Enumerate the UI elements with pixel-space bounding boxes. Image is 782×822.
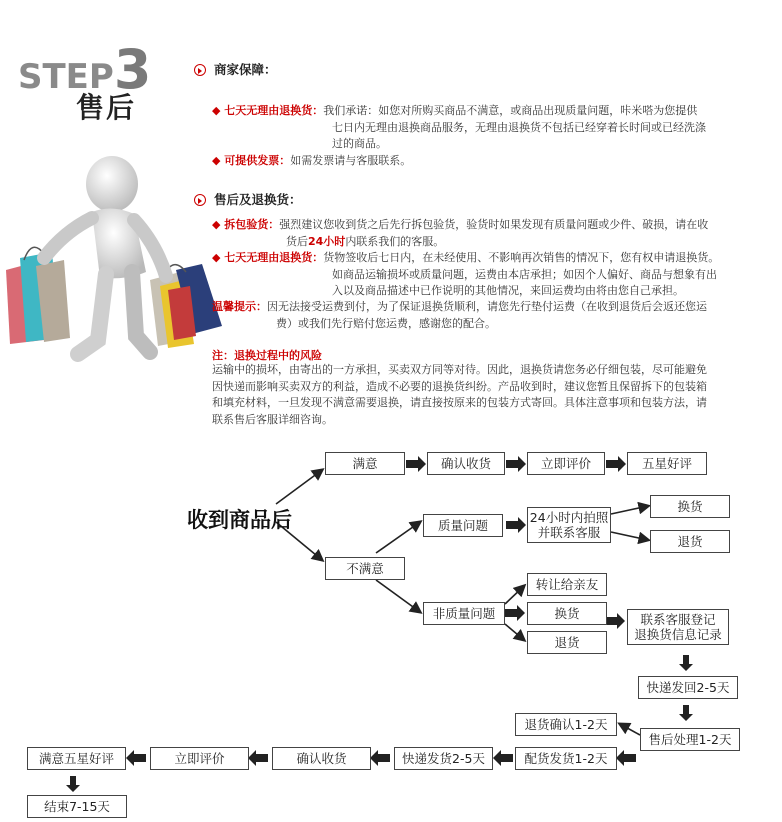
flow-end: 结束7-15天 <box>27 795 127 818</box>
flow-satisfied: 满意 <box>325 452 405 475</box>
returns-item-seven-day-line3: 入以及商品描述中已作说明的其他情况，来回运费均由将由您自己承担。 <box>332 284 684 297</box>
flow-unsatisfied: 不满意 <box>325 557 405 580</box>
flow-five-star-1: 五星好评 <box>627 452 707 475</box>
flow-exchange-2: 换货 <box>527 602 607 625</box>
flow-photo-contact: 24小时内拍照 并联系客服 <box>527 507 611 543</box>
flow-transfer-to-friend: 转让给亲友 <box>527 573 607 596</box>
guarantee-item-returns: ◆ 七天无理由退换货：我们承诺：如您对所购买商品不满意，或商品出现质量问题，咔米嗒为您提供 <box>212 104 698 117</box>
step-label: STEP3 <box>18 38 152 101</box>
flow-ship-back: 快递发回2-5天 <box>638 676 738 699</box>
returns-item-seven-day-line2: 如商品运输损坏或质量问题，运费由本店承担；如因个人偏好、商品与想象有出 <box>332 267 717 281</box>
guarantee-item-invoice: ◆ 可提供发票：如需发票请与客服联系。 <box>212 154 412 167</box>
flow-non-quality-issue: 非质量问题 <box>423 602 505 625</box>
section-title: 售后 <box>76 91 137 124</box>
guarantee-item-returns-line3: 过的商品。 <box>332 137 387 150</box>
flow-confirm-receipt-1: 确认收货 <box>427 452 505 475</box>
flow-after-sale-processing: 售后处理1-2天 <box>640 728 740 751</box>
returns-item-tip-line2: 费）或我们先行赔付您运费，感谢您的配合。 <box>276 316 496 330</box>
note-body: 运输中的损坏，由寄出的一方承担，买卖双方同等对待。因此，退换货请您务必仔细包装，尽可能避免 因快递而影响买卖双方的利益，造成不必要的退换货纠纷。产品收到时，建议您暂且保留拆下的包装箱 和填充材料，一旦发现不满意需要退换，请直接按原来的包装方式寄回。具体注意事项和包装方法，请 联系售后客服详细咨询。 <box>212 363 707 426</box>
flow-review-2: 立即评价 <box>150 747 249 770</box>
note-title: 注：退换过程中的风险 <box>212 349 322 362</box>
flow-five-star-2: 满意五星好评 <box>27 747 126 770</box>
guarantee-heading: 商家保障： <box>194 60 277 78</box>
returns-item-inspect-line2: 货后24小时内联系我们的客服。 <box>286 234 445 248</box>
flow-refund-2: 退货 <box>527 631 607 654</box>
returns-heading: 售后及退换货： <box>194 190 302 208</box>
flow-review-1: 立即评价 <box>527 452 605 475</box>
flow-contact-service: 联系客服登记 退换货信息记录 <box>627 609 729 645</box>
returns-item-seven-day: ◆ 七天无理由退换货：货物签收后七日内，在未经使用、不影响再次销售的情况下，您有权申请退换货。 <box>212 251 720 264</box>
guarantee-item-returns-line2: 七日内无理由退换商品服务，无理由退换货不包括已经穿着长时间或已经洗涤 <box>332 120 706 134</box>
flow-confirm-receipt-2: 确认收货 <box>272 747 371 770</box>
flow-start-label: 收到商品后 <box>187 508 292 532</box>
flow-refund-confirm: 退货确认1-2天 <box>515 713 617 736</box>
flow-express-delivery: 快递发货2-5天 <box>394 747 493 770</box>
flow-exchange-1: 换货 <box>650 495 730 518</box>
returns-item-tip: 温馨提示：因无法接受运费到付，为了保证退换货顺利，请您先行垫付运费（在收到退货后会返还您运 <box>212 300 707 313</box>
flow-quality-issue: 质量问题 <box>423 514 503 537</box>
flow-reship: 配货发货1-2天 <box>515 747 617 770</box>
flow-refund-1: 退货 <box>650 530 730 553</box>
returns-item-inspect: ◆ 拆包验货：强烈建议您收到货之后先行拆包验货，验货时如果发现有质量问题或少件、破损，请在收 <box>212 218 709 231</box>
step-number: 3 <box>113 38 152 101</box>
